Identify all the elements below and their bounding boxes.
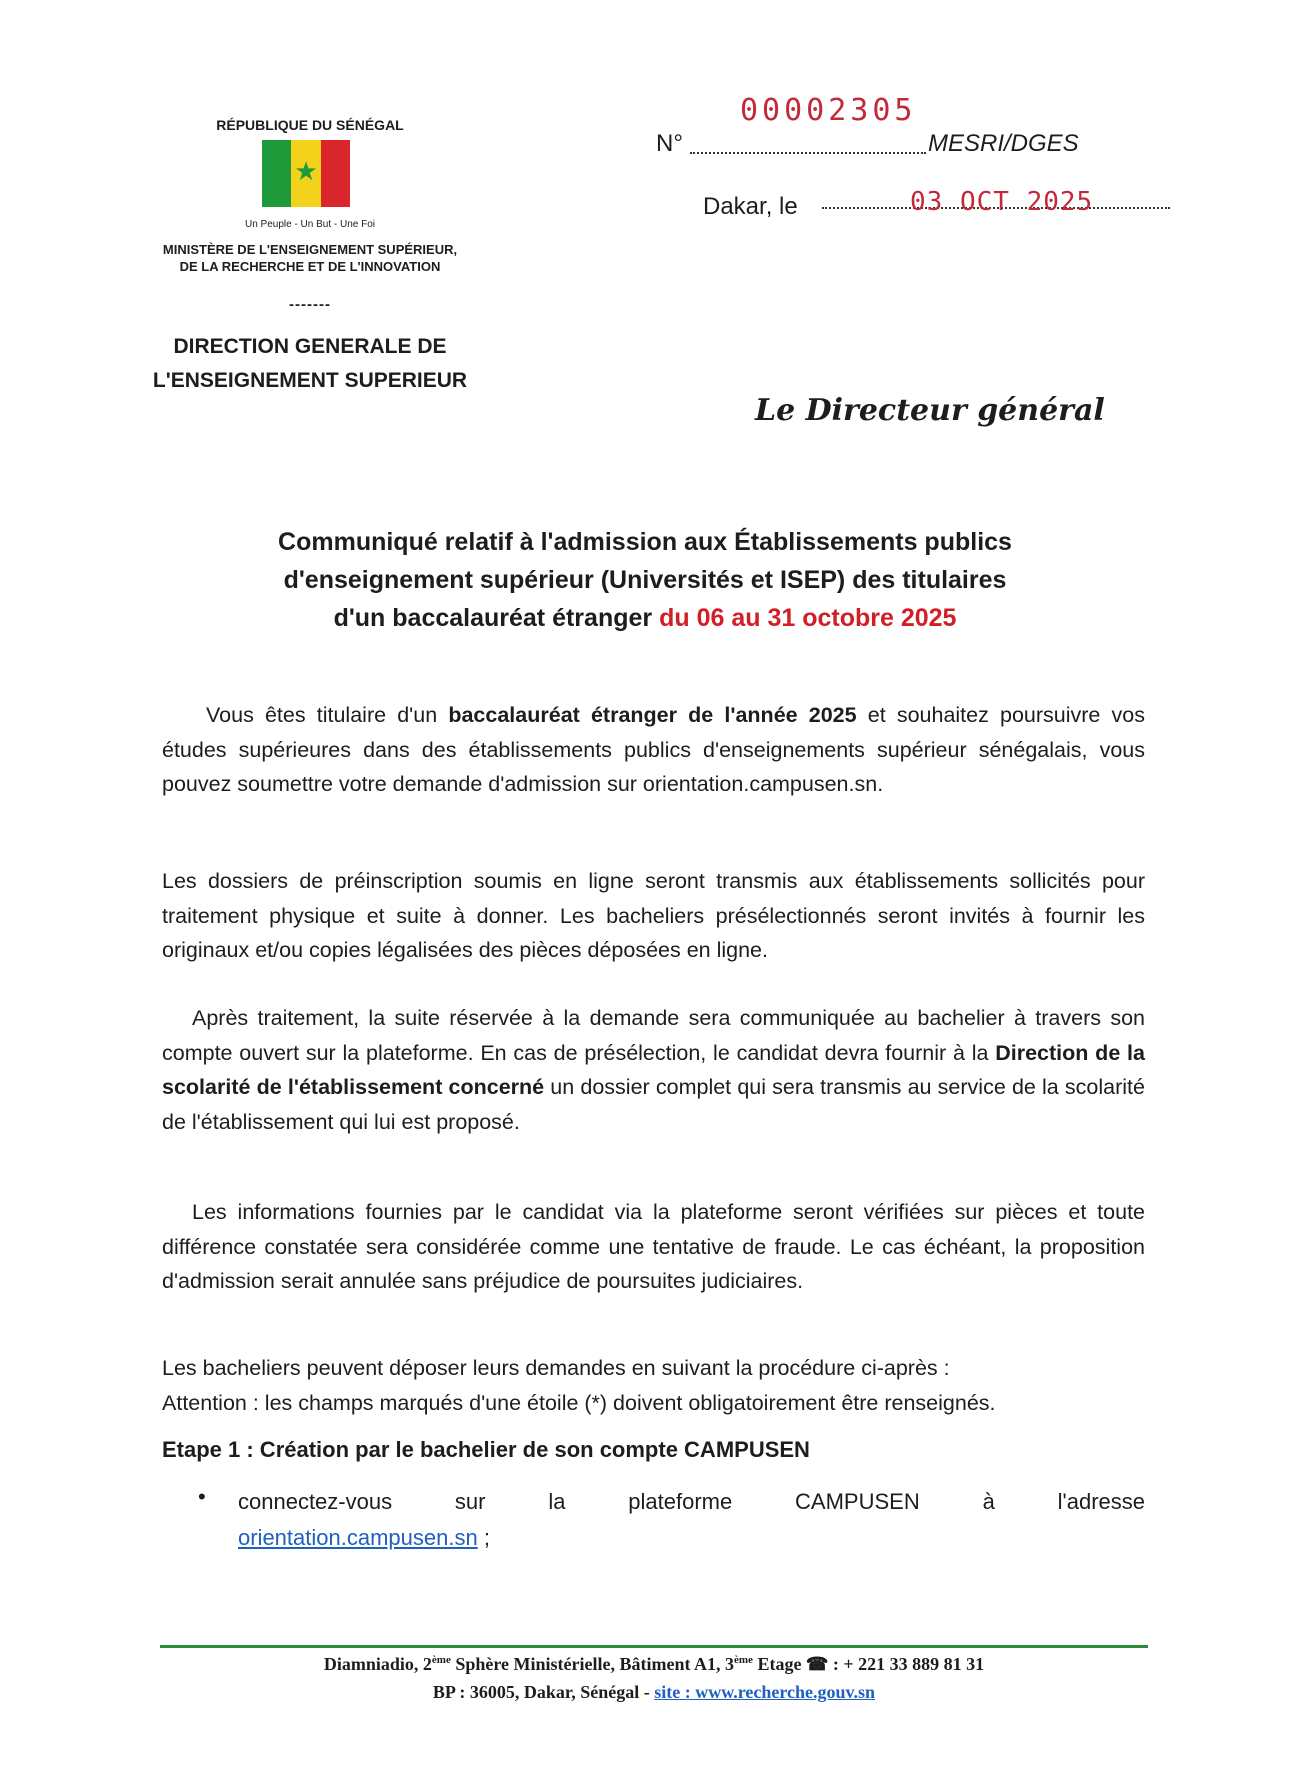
republic-heading: RÉPUBLIQUE DU SÉNÉGAL xyxy=(216,117,404,133)
bullet-word: CAMPUSEN xyxy=(795,1489,920,1514)
senegal-flag-icon: ★ xyxy=(262,140,350,207)
bullet-word: connectez-vous xyxy=(238,1489,393,1514)
bullet-word: l'adresse xyxy=(1057,1489,1145,1514)
bullet-icon: • xyxy=(198,1484,206,1509)
bullet-word: plateforme xyxy=(628,1489,733,1514)
title-dates: du 06 au 31 octobre 2025 xyxy=(659,604,957,632)
step-1-heading: Etape 1 : Création par le bachelier de son compte CAMPUSEN xyxy=(162,1437,810,1462)
header-separator: ------- xyxy=(289,296,331,313)
campusen-link[interactable]: orientation.campusen.sn xyxy=(238,1525,478,1550)
bullet-word: sur xyxy=(454,1489,486,1514)
national-motto: Un Peuple - Un But - Une Foi xyxy=(244,219,376,230)
direction-name: DIRECTION GENERALE DE L'ENSEIGNEMENT SUPERIEUR xyxy=(152,335,468,392)
signatory-title: Le Directeur général xyxy=(755,393,1105,428)
reference-number-stamp: 00002305 xyxy=(740,93,917,128)
reference-number-suffix: MESRI/DGES xyxy=(928,130,1079,157)
bullet-word: à xyxy=(982,1489,995,1514)
communique-title: Communiqué relatif à l'admission aux Établissements publics d'enseignement supérieur (Universités et ISEP) des titulaires d'un baccalauréat étranger du 06 au 31 octobre 2025 xyxy=(278,528,1012,632)
paragraph-3: Après traitement, la suite réservée à la demande sera communiquée au bachelier à travers son compte ouvert sur la plateforme. En cas de présélection, le candidat devra fournir à la Direction de la scolarité de l'établissement concerné un dossier complet qui sera transmis au service de la scolarité de l'établissement qui lui est proposé. xyxy=(162,1006,1145,1134)
ministry-website-link[interactable]: site : www.recherche.gouv.sn xyxy=(654,1682,876,1702)
reference-number-dotline xyxy=(690,136,926,154)
paragraph-4: Les informations fournies par le candidat via la plateforme seront vérifiées sur pièces et toute différence constatée sera considérée comme une tentative de fraude. Le cas échéant, la proposition d'admission serait annulée sans préjudice de poursuites judiciaires. xyxy=(162,1200,1145,1293)
date-label: Dakar, le xyxy=(703,193,798,220)
reference-number-label: N° xyxy=(656,130,683,157)
footer-contact: BP : 36005, Dakar, Sénégal - site : www.recherche.gouv.sn xyxy=(432,1682,876,1702)
date-stamp: 03 OCT 2025 xyxy=(910,187,1094,217)
footer-rule xyxy=(160,1645,1148,1648)
paragraph-5: Les bacheliers peuvent déposer leurs demandes en suivant la procédure ci-après : Attention : les champs marqués d'une étoile (*) doivent obligatoirement être renseignés. xyxy=(162,1356,996,1415)
step-1-bullet: connectez-vous sur la plateforme CAMPUSEN à l'adresse orientation.campusen.sn ; xyxy=(238,1484,1145,1556)
paragraph-1: Vous êtes titulaire d'un baccalauréat étranger de l'année 2025 et souhaitez poursuivre vos études supérieures dans des établissements publics d'enseignements supérieur sénégalais, vous pouvez soumettre votre demande d'admission sur orientation.campusen.sn. xyxy=(162,703,1145,796)
footer-address: Diamniadio, 2ème Sphère Ministérielle, Bâtiment A1, 3ème Etage ☎ : + 221 33 889 81 31 xyxy=(323,1654,985,1674)
paragraph-2: Les dossiers de préinscription soumis en ligne seront transmis aux établissements sollicités pour traitement physique et suite à donner. Les bacheliers présélectionnés seront invités à fournir les originaux et/ou copies légalisées des pièces déposées en ligne. xyxy=(162,869,1145,962)
bullet-word: la xyxy=(548,1489,566,1514)
ministry-name: MINISTÈRE DE L'ENSEIGNEMENT SUPÉRIEUR, DE LA RECHERCHE ET DE L'INNOVATION xyxy=(162,242,458,274)
